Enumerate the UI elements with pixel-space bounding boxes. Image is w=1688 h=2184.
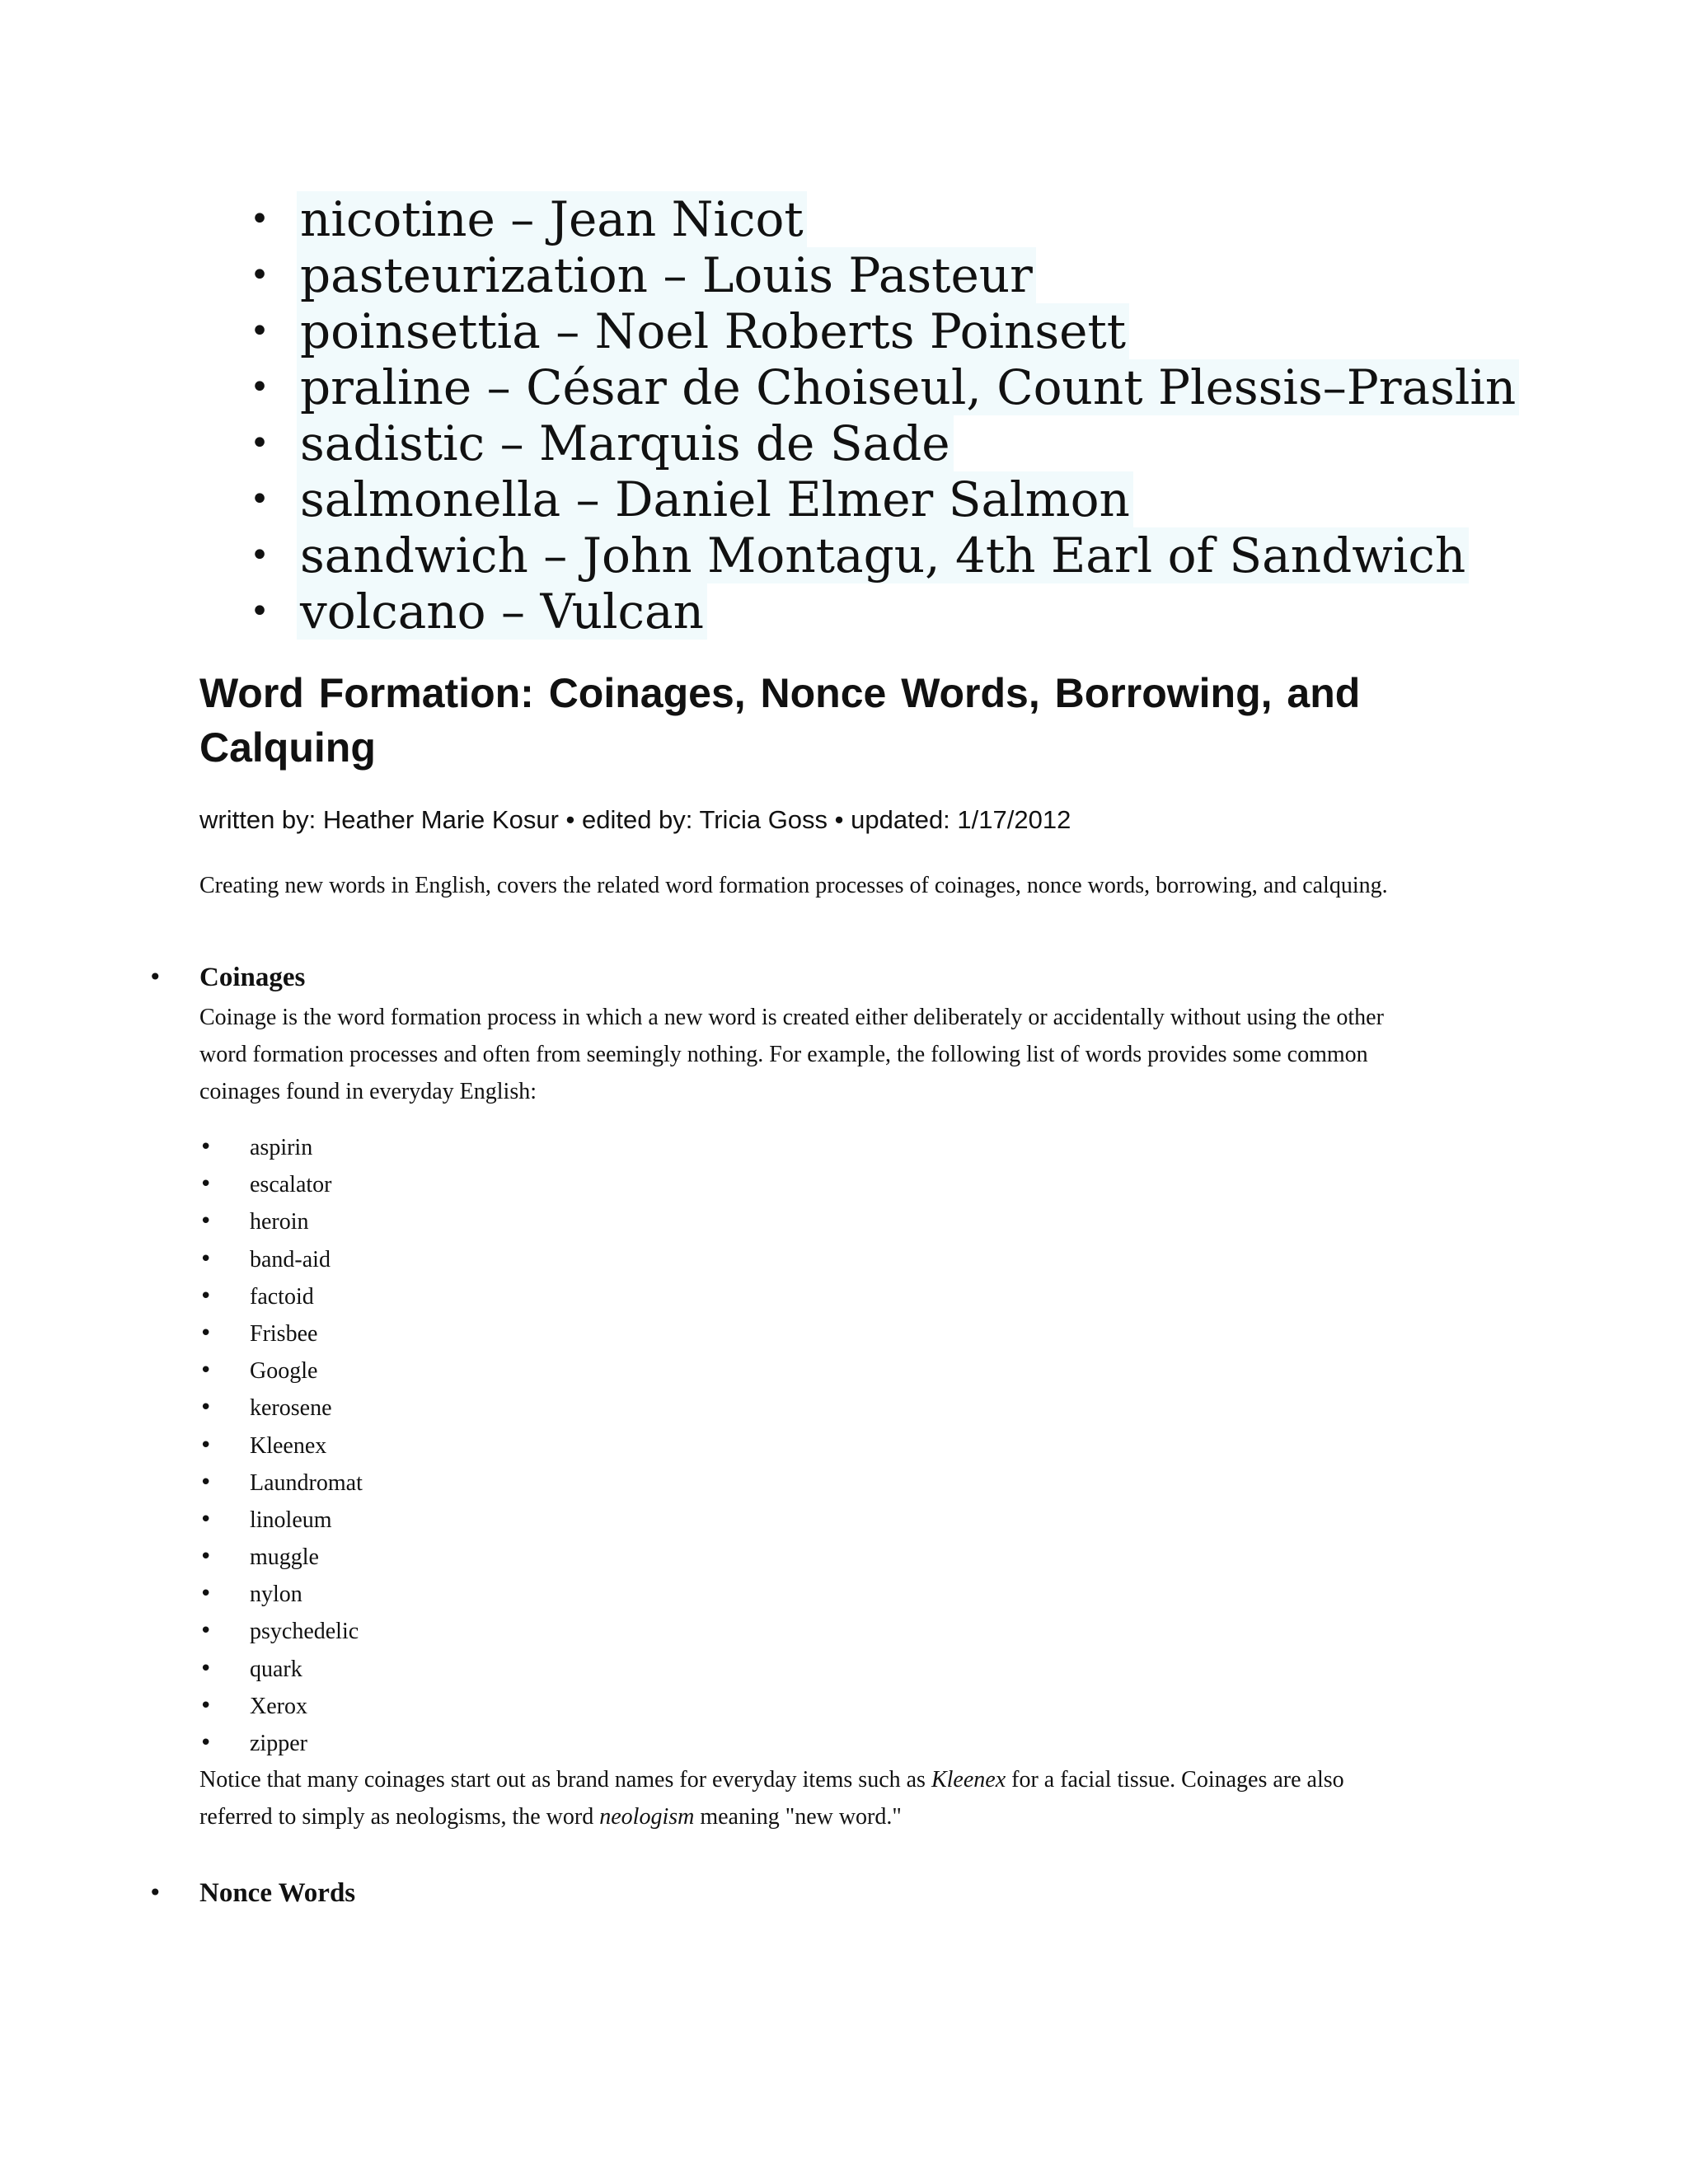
coinage-word: Google: [250, 1358, 318, 1385]
section-bullet-icon: •: [148, 1879, 162, 1906]
text-run: for a facial tissue. Coinages are also: [1006, 1767, 1344, 1793]
coinage-word: muggle: [250, 1544, 319, 1571]
coinage-word: band-aid: [250, 1246, 331, 1272]
eponym-text: nicotine – Jean Nicot: [297, 191, 807, 247]
paragraph-line: [199, 1761, 1485, 1798]
bullet-icon: •: [199, 1469, 213, 1495]
article-intro: Creating new words in English, covers the related word formation processes of coinages, nonce words, borrowing, and calquing.: [199, 873, 1388, 898]
bullet-icon: •: [199, 1283, 213, 1309]
coinage-word: aspirin: [250, 1135, 313, 1160]
bullet-icon: •: [199, 1395, 213, 1421]
bullet-icon: •: [250, 480, 270, 518]
paragraph-line: Coinage is the word formation process in which a new word is created either deliberately or accidentally without using the other: [199, 1005, 1384, 1030]
bullet-icon: •: [199, 1246, 213, 1272]
bullet-icon: •: [199, 1507, 213, 1532]
bullet-icon: •: [250, 593, 270, 630]
coinages-note-paragraph: [199, 1761, 1485, 1835]
article-title: Word Formation: Coinages, Nonce Words, Borrowing, and Calquing: [199, 670, 1361, 771]
coinage-word: psychedelic: [250, 1619, 359, 1645]
emphasis-kleenex: Kleenex: [931, 1767, 1006, 1793]
bullet-icon: •: [199, 1172, 213, 1197]
bullet-icon: •: [199, 1358, 213, 1384]
coinage-word: kerosene: [250, 1395, 332, 1422]
text-run: meaning "new word.": [694, 1804, 902, 1830]
text-run: referred to simply as neologisms, the word: [199, 1804, 600, 1830]
coinage-word: quark: [250, 1656, 302, 1682]
bullet-icon: •: [199, 1693, 213, 1718]
coinage-word: heroin: [250, 1209, 309, 1235]
coinage-word: nylon: [250, 1582, 302, 1608]
paragraph-line: word formation processes and often from seemingly nothing. For example, the following list of words provides some common: [199, 1042, 1368, 1067]
coinage-word: linoleum: [250, 1507, 332, 1533]
bullet-icon: •: [199, 1209, 213, 1235]
section-heading-coinages: Coinages: [199, 963, 306, 992]
eponym-text: volcano – Vulcan: [297, 583, 707, 640]
bullet-icon: •: [250, 200, 270, 238]
paragraph-line: coinages found in everyday English:: [199, 1079, 537, 1104]
bullet-icon: •: [199, 1582, 213, 1607]
bullet-icon: •: [199, 1656, 213, 1681]
emphasis-neologism: neologism: [599, 1804, 695, 1830]
eponym-text: sandwich – John Montagu, 4th Earl of Sandwich: [297, 527, 1469, 583]
eponym-text: poinsettia – Noel Roberts Poinsett: [297, 303, 1129, 359]
bullet-icon: •: [250, 256, 270, 294]
coinage-word: zipper: [250, 1731, 307, 1756]
bullet-icon: •: [199, 1135, 213, 1160]
bullet-icon: •: [199, 1619, 213, 1644]
byline: written by: Heather Marie Kosur • edited by: Tricia Goss • updated: 1/17/2012: [199, 805, 1071, 834]
coinages-paragraph: [199, 999, 1485, 1110]
bullet-icon: •: [199, 1432, 213, 1458]
bullet-icon: •: [250, 424, 270, 462]
eponym-text: pasteurization – Louis Pasteur: [297, 247, 1036, 303]
coinage-word: factoid: [250, 1283, 314, 1310]
eponym-text: praline – César de Choiseul, Count Plessis–Praslin: [297, 359, 1519, 415]
text-run: Notice that many coinages start out as brand names for everyday items such as: [199, 1767, 931, 1793]
section-bullet-icon: •: [148, 963, 162, 991]
bullet-icon: •: [250, 312, 270, 350]
coinage-word: Laundromat: [250, 1469, 363, 1496]
coinage-word: Xerox: [250, 1693, 307, 1719]
bullet-icon: •: [250, 368, 270, 406]
bullet-icon: •: [199, 1544, 213, 1570]
paragraph-line: [199, 1798, 1485, 1835]
bullet-icon: •: [250, 537, 270, 574]
bullet-icon: •: [199, 1320, 213, 1346]
coinage-word: Kleenex: [250, 1432, 327, 1459]
coinage-word: Frisbee: [250, 1320, 318, 1347]
eponym-text: sadistic – Marquis de Sade: [297, 415, 954, 471]
bullet-icon: •: [199, 1731, 213, 1755]
coinage-word: escalator: [250, 1172, 332, 1198]
section-heading-nonce-words: Nonce Words: [199, 1878, 356, 1908]
eponym-text: salmonella – Daniel Elmer Salmon: [297, 471, 1133, 527]
